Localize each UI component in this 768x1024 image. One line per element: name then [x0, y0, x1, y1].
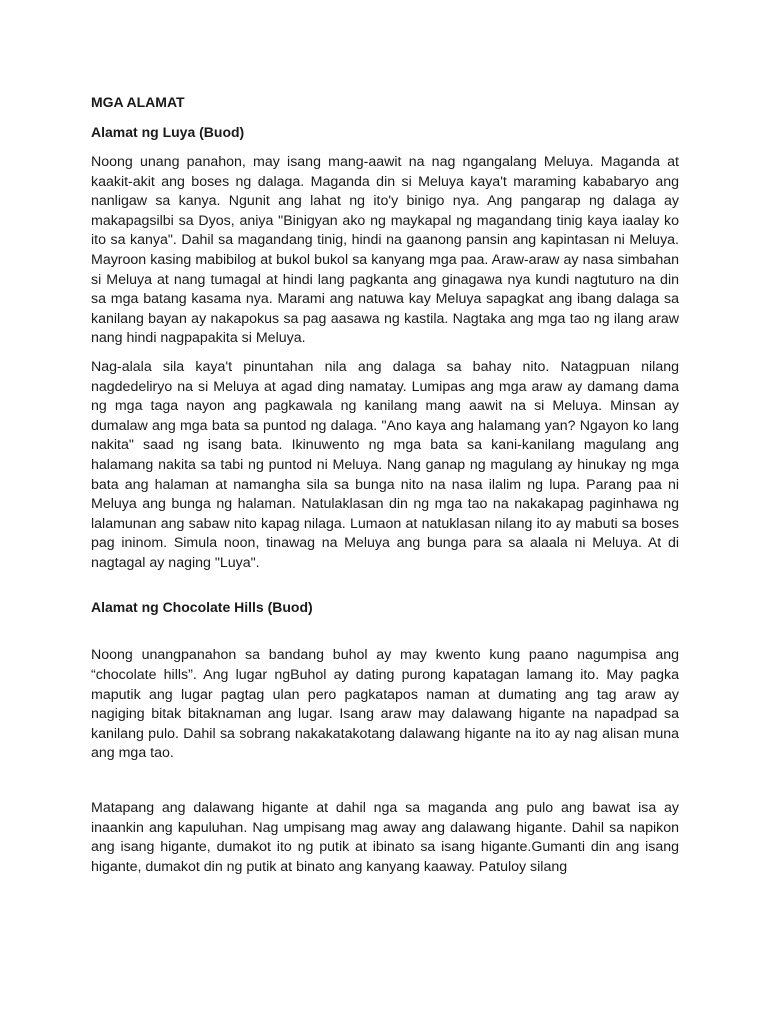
- section-title-luya: Alamat ng Luya (Buod): [91, 124, 245, 140]
- paragraph: Matapang ang dalawang higante at dahil nga sa maganda ang pulo ang bawat isa ay inaankin ang kapuluhan. Nag umpisang mag away ang dalawang higante. Dahil sa napikon ang isang higante, dumakot ito ng putik at ibinato sa isang higante.Gumanti din ang isang higante, dumakot din ng putik at binato ang kanyang kaaway. Patuloy silang: [91, 800, 679, 875]
- section-title-chocolate-hills: Alamat ng Chocolate Hills (Buod): [91, 599, 313, 616]
- paragraph: Noong unangpanahon sa bandang buhol ay may kwento kung paano nagumpisa ang “chocolate hills”. Ang lugar ngBuhol ay dating purong kapatagan lamang ito. May pagka maputik ang lugar pagtag ulan pero pagkatapos naman at dumating ang tag araw ay nagiging bitak bitaknaman ang lugar. Isang araw may dalawang higante na napadpad sa kanilang pulo. Dahil sa sobrang nakakatakotang dalawang higante na ito ay nag alisan muna ang mga tao.: [91, 647, 679, 762]
- page-title: MGA ALAMAT: [91, 94, 185, 110]
- document-page: [91, 92, 679, 877]
- paragraph: Noong unang panahon, may isang mang-aawit na nag ngangalang Meluya. Maganda at kaakit-akit ang boses ng dalaga. Maganda din si Meluya kaya't maraming kababaryo ang nanligaw sa kanya. Ngunit ang lahat ng ito'y binigo nya. Ang pangarap ng dalaga ay makapagsilbi sa Dyos, aniya "Binigyan ako ng maykapal ng magandang tinig kaya iaalay ko ito sa kanya". Dahil sa magandang tinig, hindi na gaanong pansin ang kapintasan ni Meluya. Mayroon kasing mabibilog at bukol bukol sa kanyang mga paa. Araw-araw ay nasa simbahan si Meluya at nang tumagal at hindi lang pagkanta ang ginagawa nya kundi nagtuturo na din sa mga batang kasama nya. Marami ang natuwa kay Meluya sapagkat ang ibang dalaga sa kanilang bayan ay nakapokus sa pag aasawa ng kastila. Nagtaka ang mga tao ng ilang araw nang hindi nagpapakita si Meluya.: [91, 154, 679, 347]
- paragraph: Nag-alala sila kaya't pinuntahan nila ang dalaga sa bahay nito. Natagpuan nilang nagdedeliryo na si Meluya at agad ding namatay. Lumipas ang mga araw ay damang dama ng mga taga nayon ang pagkawala ng kanilang mang aawit na si Meluya. Minsan ay dumalaw ang mga bata sa puntod ng dalaga. "Ano kaya ang halamang yan? Ngayon ko lang nakita" saad ng isang bata. Ikinuwento ng mga bata sa kani-kanilang magulang ang halamang nakita sa tabi ng puntod ni Meluya. Nang ganap ng magulang ay hinukay ng mga bata ang halaman at namangha sila sa bunga nito na nasa ilalim ng lupa. Parang paa ni Meluya ang bunga ng halaman. Natulaklasan din ng mga tao na nakakapag paginhawa ng lalamunan ang sabaw nito kapag nilaga. Lumaon at natuklasan nilang ito ay mabuti sa boses pag ininom. Simula noon, tinawag na Meluya ang bunga para sa alaala ni Meluya. At di nagtagal ay naging "Luya".: [91, 358, 679, 571]
